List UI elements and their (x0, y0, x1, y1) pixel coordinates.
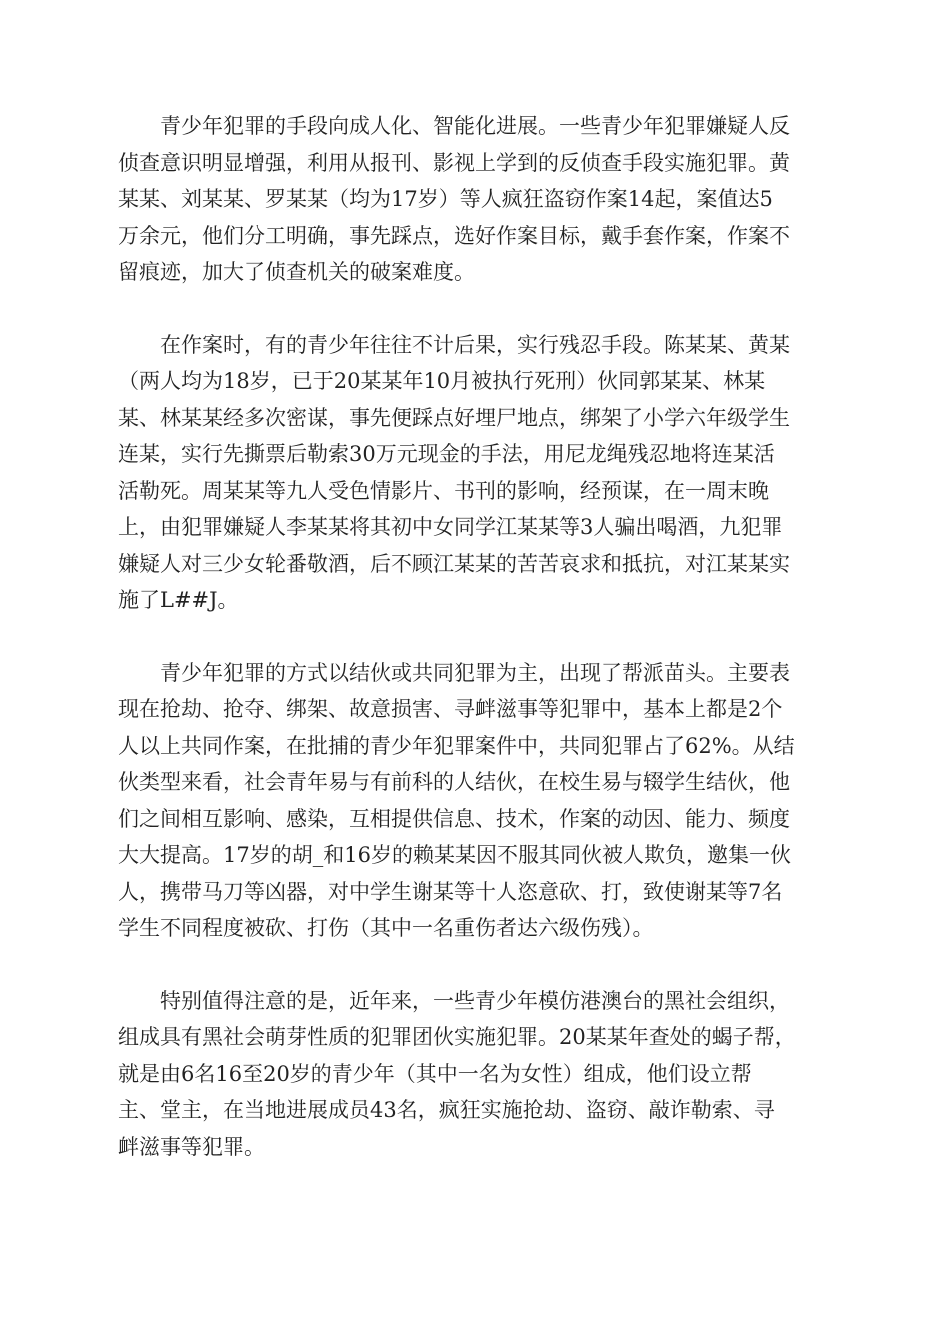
paragraph-line: 连某，实行先撕票后勒索30万元现金的手法，用尼龙绳残忍地将连某活 (118, 442, 775, 466)
paragraph-line: 现在抢劫、抢夺、绑架、故意损害、寻衅滋事等犯罪中，基本上都是2个 (118, 697, 783, 721)
paragraph-4 (118, 983, 834, 1166)
paragraph-line: 某、林某某经多次密谋，事先便踩点好埋尸地点，绑架了小学六年级学生 (118, 405, 790, 430)
paragraph-1 (118, 108, 834, 291)
paragraph-2 (118, 327, 834, 619)
paragraph-line: 某某、刘某某、罗某某（均为17岁）等人疯狂盗窃作案14起，案值达5 (118, 187, 773, 211)
paragraph-line: 人以上共同作案，在批捕的青少年犯罪案件中，共同犯罪占了62%。从结 (118, 733, 795, 758)
paragraph-line: 特别值得注意的是，近年来，一些青少年模仿港澳台的黑社会组织， (160, 988, 790, 1013)
paragraph-line: 们之间相互影响、感染，互相提供信息、技术，作案的动因、能力、频度 (118, 806, 790, 831)
paragraph-line: 组成具有黑社会萌芽性质的犯罪团伙实施犯罪。20某某年查处的蝎子帮， (118, 1025, 796, 1049)
paragraph-line: 在作案时，有的青少年往往不计后果，实行残忍手段。陈某某、黄某 (160, 332, 790, 357)
paragraph-line: 侦查意识明显增强，利用从报刊、影视上学到的反侦查手段实施犯罪。黄 (118, 150, 790, 175)
paragraph-3 (118, 655, 834, 947)
paragraph-line: 就是由6名16至20岁的青少年（其中一名为女性）组成，他们设立帮 (118, 1061, 752, 1086)
paragraph-line: 青少年犯罪的方式以结伙或共同犯罪为主，出现了帮派苗头。主要表 (160, 660, 790, 685)
document-body (118, 108, 834, 1201)
paragraph-line: 衅滋事等犯罪。 (118, 1134, 265, 1159)
paragraph-line: 大大提高。17岁的胡_和16岁的赖某某因不服其同伙被人欺负，邀集一伙 (118, 843, 791, 867)
paragraph-line: 嫌疑人对三少女轮番敬酒，后不顾江某某的苦苦哀求和抵抗，对江某某实 (118, 551, 790, 576)
paragraph-line: 上，由犯罪嫌疑人李某某将其初中女同学江某某等3人骗出喝酒，九犯罪 (118, 515, 783, 539)
paragraph-line: 伙类型来看，社会青年易与有前科的人结伙，在校生易与辍学生结伙，他 (118, 770, 790, 794)
paragraph-line: 学生不同程度被砍、打伤（其中一名重伤者达六级伤残）。 (118, 916, 654, 940)
paragraph-line: 施了L##J。 (118, 588, 239, 612)
paragraph-line: （两人均为18岁，已于20某某年10月被执行死刑）伙同郭某某、林某 (118, 369, 766, 393)
paragraph-line: 人，携带马刀等凶器，对中学生谢某等十人恣意砍、打，致使谢某等7名 (118, 879, 783, 904)
paragraph-line: 留痕迹，加大了侦查机关的破案难度。 (118, 260, 475, 284)
paragraph-line: 活勒死。周某某等九人受色情影片、书刊的影响，经预谋，在一周末晚 (118, 478, 769, 503)
paragraph-line: 青少年犯罪的手段向成人化、智能化进展。一些青少年犯罪嫌疑人反 (160, 114, 790, 138)
paragraph-line: 万余元，他们分工明确，事先踩点，选好作案目标，戴手套作案，作案不 (118, 223, 790, 248)
paragraph-line: 主、堂主，在当地进展成员43名，疯狂实施抢劫、盗窃、敲诈勒索、寻 (118, 1098, 775, 1122)
